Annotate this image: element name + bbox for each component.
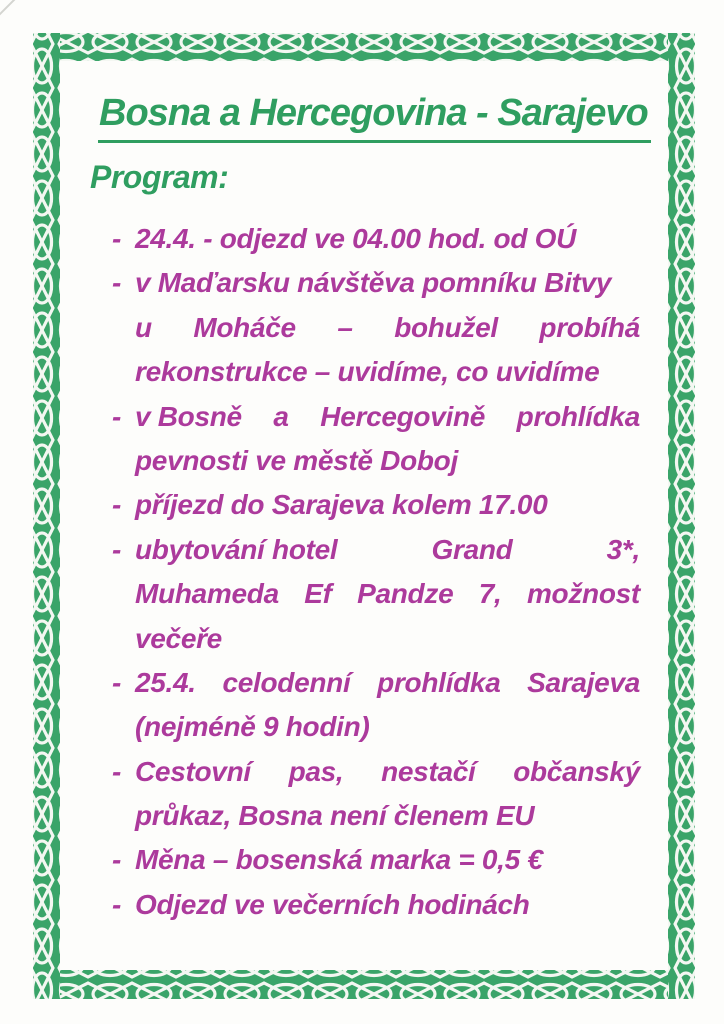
justified-line <box>135 572 640 616</box>
program-line <box>112 617 640 661</box>
program-line <box>112 661 640 705</box>
word: probíhá <box>539 311 640 343</box>
program-line <box>112 217 640 261</box>
program-line <box>112 883 640 927</box>
program-line <box>112 572 640 616</box>
word: nestačí <box>381 755 476 787</box>
word: Sarajeva <box>527 666 640 698</box>
bullet-dash: - <box>112 844 122 876</box>
bullet-dash: - <box>112 223 122 254</box>
bullet-dash: - <box>112 400 122 432</box>
program-line <box>112 794 640 838</box>
word: – <box>337 311 353 343</box>
line-text: 24.4. - odjezd ve 04.00 hod. od OÚ <box>135 223 577 254</box>
program-line <box>112 350 640 394</box>
bullet-dash: - <box>112 888 122 920</box>
line-text: průkaz, Bosna není členem EU <box>135 800 535 832</box>
word: Hercegovině <box>320 400 486 432</box>
line-text: večeře <box>135 622 222 654</box>
word: Grand <box>431 533 513 565</box>
word: 25.4. <box>135 666 196 698</box>
word: Muhameda <box>135 578 279 610</box>
bullet-dash: - <box>112 666 122 698</box>
bullet-dash: - <box>112 533 122 565</box>
border-right-band <box>668 33 695 999</box>
line-text: Odjezd ve večerních hodinách <box>135 888 530 920</box>
word: celodenní <box>222 666 351 698</box>
line-text: v Maďarsku návštěva pomníku Bitvy <box>135 267 612 299</box>
bullet-dash: - <box>112 489 122 521</box>
bullet-dash: - <box>112 755 122 787</box>
word: 3*, <box>606 533 640 565</box>
word: u <box>135 311 152 343</box>
word: Cestovní <box>135 755 251 787</box>
word: pas, <box>288 755 344 787</box>
word: Ef <box>304 578 332 610</box>
program-label: Program: <box>90 159 229 195</box>
program-line <box>112 705 640 749</box>
word: prohlídka <box>516 400 640 432</box>
word: a <box>273 400 289 432</box>
line-text: příjezd do Sarajeva kolem 17.00 <box>135 489 548 521</box>
word: Pandze <box>357 578 454 610</box>
border-top-band <box>33 33 695 61</box>
page-title: Bosna a Hercegovina - Sarajevo <box>98 92 651 143</box>
justified-line <box>135 661 640 705</box>
line-text: pevnosti ve městě Doboj <box>135 444 458 476</box>
bullet-dash: - <box>112 267 122 299</box>
word: občanský <box>513 755 640 787</box>
justified-line <box>135 528 640 572</box>
word: 7, <box>478 578 502 610</box>
word: ubytování hotel <box>135 533 338 565</box>
program-line <box>112 395 640 439</box>
line-text: Měna – bosenská marka = 0,5 € <box>135 844 543 876</box>
program-line <box>112 838 640 882</box>
border-bottom-band <box>33 970 695 999</box>
program-list <box>112 217 640 927</box>
word: v Bosně <box>135 400 242 432</box>
program-line <box>112 750 640 794</box>
program-line <box>112 483 640 527</box>
program-line <box>112 261 640 305</box>
program-line <box>112 528 640 572</box>
word: prohlídka <box>377 666 501 698</box>
word: bohužel <box>394 311 498 343</box>
justified-line <box>135 395 640 439</box>
word: Moháče <box>193 311 296 343</box>
program-line <box>112 439 640 483</box>
line-text: rekonstrukce – uvidíme, co uvidíme <box>135 356 600 388</box>
line-text: (nejméně 9 hodin) <box>135 711 370 743</box>
border-left-band <box>33 33 60 999</box>
program-line <box>112 306 640 350</box>
justified-line <box>135 306 640 350</box>
justified-line <box>135 750 640 794</box>
word: možnost <box>526 578 640 610</box>
